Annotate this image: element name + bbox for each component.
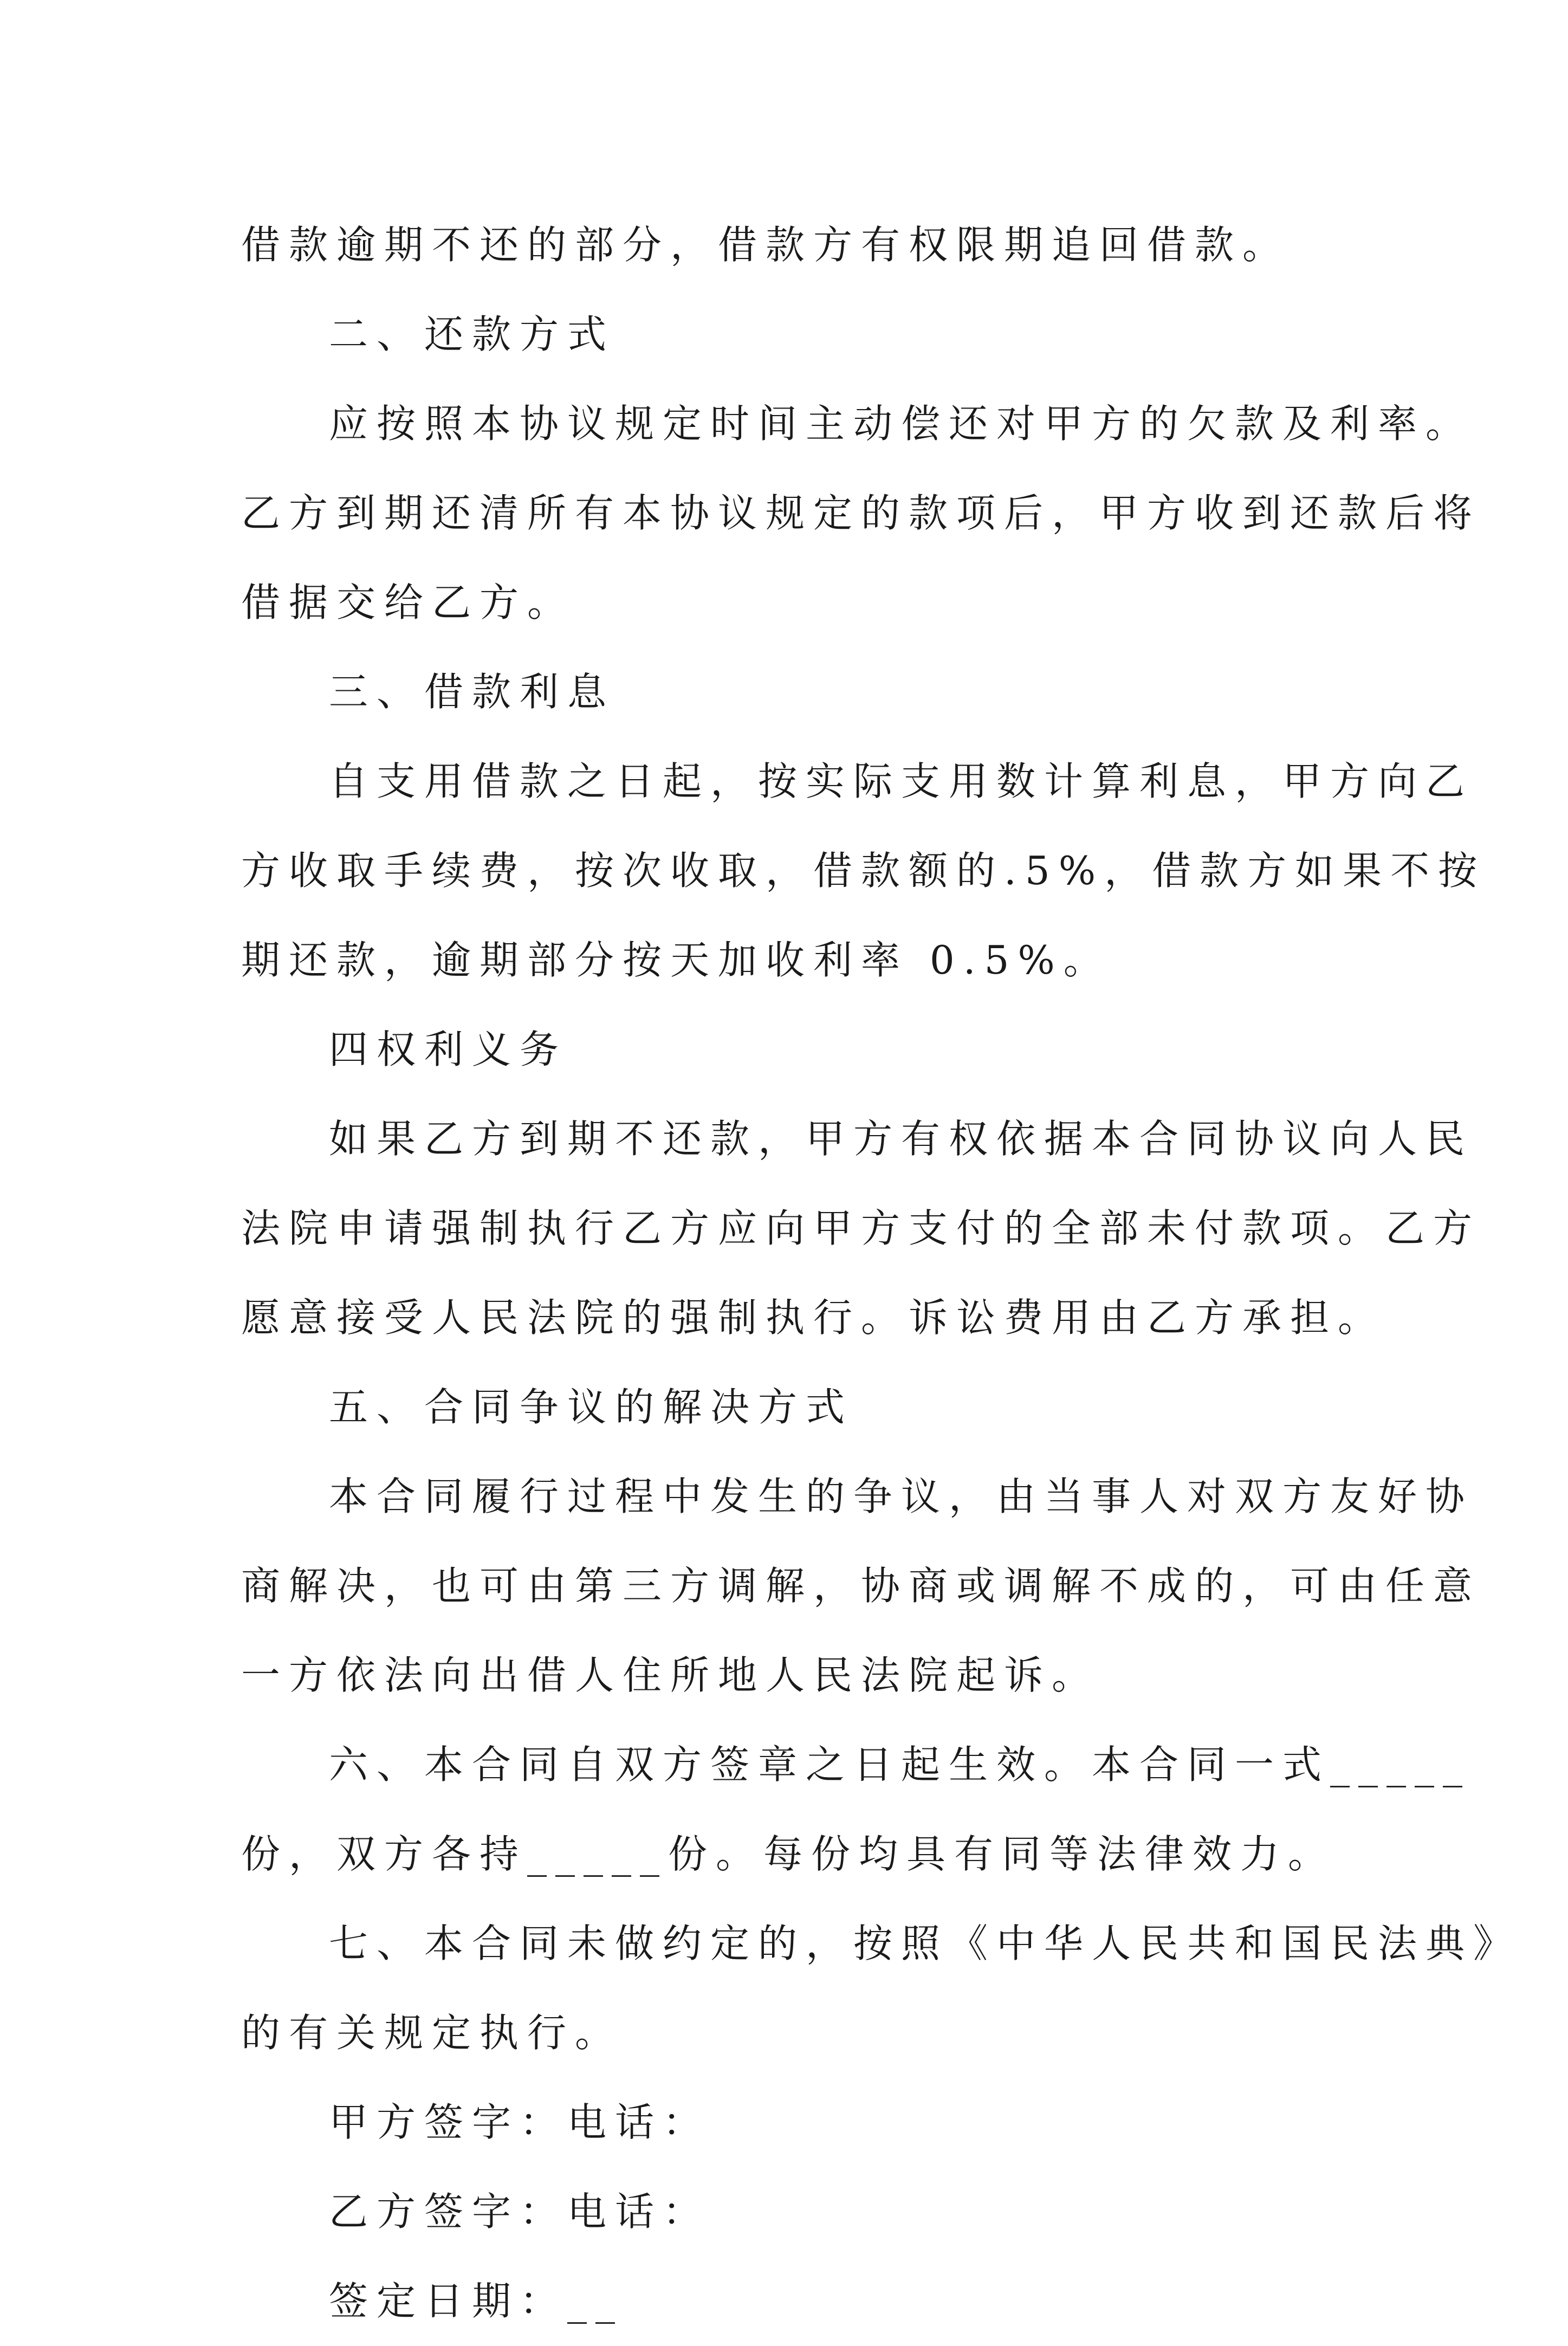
text-line: 应按照本协议规定时间主动偿还对甲方的欠款及利率。 [329, 401, 1474, 446]
text-line: 愿意接受人民法院的强制执行。诉讼费用由乙方承担。 [241, 1295, 1386, 1340]
text-line: 自支用借款之日起，按实际支用数计算利息，甲方向乙 [329, 759, 1474, 804]
text-line: 商解决，也可由第三方调解，协商或调解不成的，可由任意 [241, 1563, 1481, 1609]
text-line: 份，双方各持_____份。每份均具有同等法律效力。 [241, 1831, 1336, 1877]
document-body [241, 200, 1521, 2346]
party-a-signature-line: 甲方签字：电话： [329, 2099, 711, 2145]
text-line: 期还款，逾期部分按天加收利率 0.5%。 [241, 937, 1111, 983]
text-line: 乙方到期还清所有本协议规定的款项后，甲方收到还款后将 [241, 490, 1481, 536]
signing-date-line: 签定日期：__ [329, 2278, 624, 2324]
section-heading: 二、还款方式 [329, 312, 615, 357]
section-heading: 三、借款利息 [329, 669, 615, 715]
text-line: 本合同履行过程中发生的争议，由当事人对双方友好协 [329, 1474, 1474, 1519]
text-line: 六、本合同自双方签章之日起生效。本合同一式_____ [329, 1742, 1472, 1787]
section-heading: 五、合同争议的解决方式 [329, 1384, 854, 1430]
text-line: 方收取手续费，按次收取，借款额的.5%，借款方如果不按 [241, 848, 1486, 893]
text-line: 一方依法向出借人住所地人民法院起诉。 [241, 1652, 1100, 1698]
text-line: 借据交给乙方。 [241, 580, 575, 625]
text-line: 的有关规定执行。 [241, 2010, 623, 2056]
text-line: 如果乙方到期不还款，甲方有权依据本合同协议向人民 [329, 1116, 1474, 1162]
section-heading: 四权利义务 [329, 1027, 568, 1072]
text-line: 法院申请强制执行乙方应向甲方支付的全部未付款项。乙方 [241, 1206, 1481, 1251]
party-b-signature-line: 乙方签字：电话： [329, 2189, 711, 2234]
text-line: 七、本合同未做约定的，按照《中华人民共和国民法典》 [329, 1921, 1521, 1966]
text-line: 借款逾期不还的部分，借款方有权限期追回借款。 [241, 222, 1291, 268]
